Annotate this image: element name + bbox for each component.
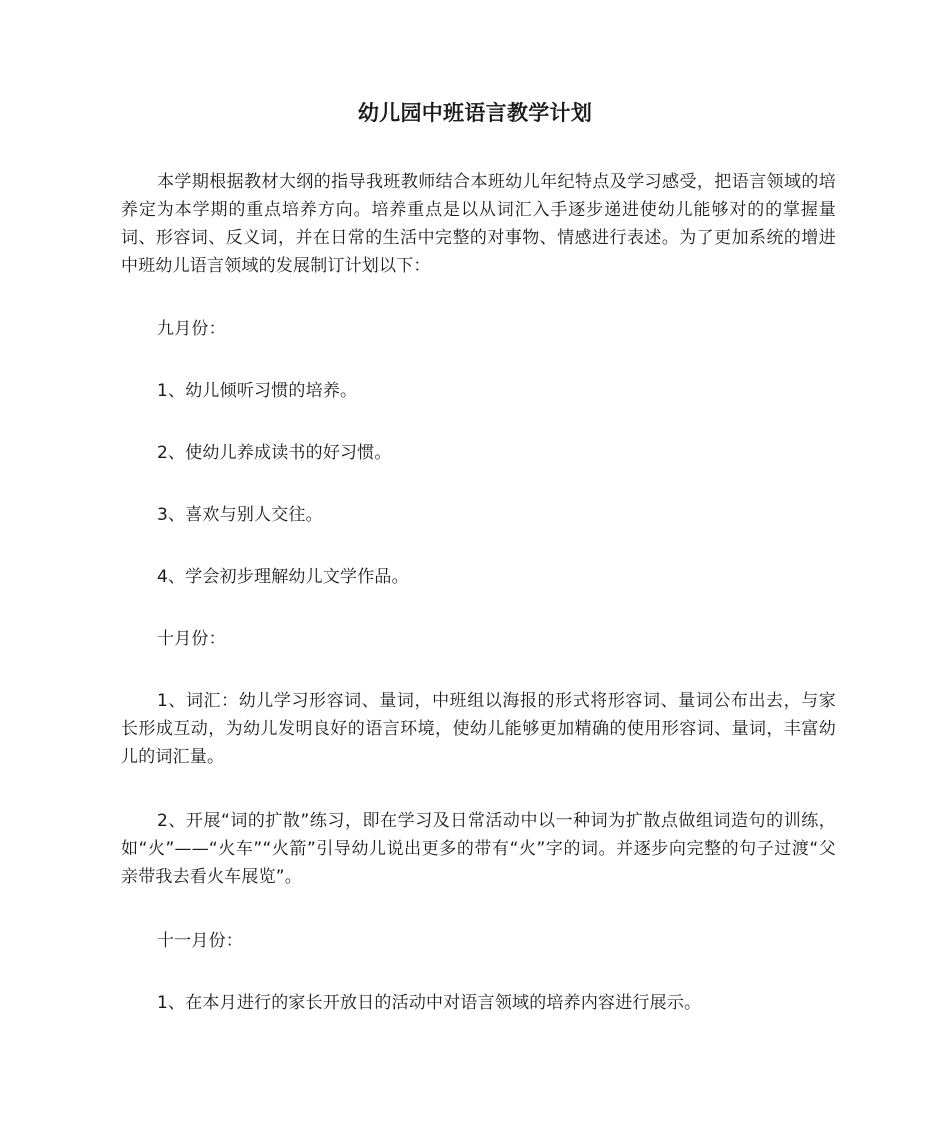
list-item: 1、幼儿倾听习惯的培养。: [157, 381, 358, 401]
section-heading-november: 十一月份：: [157, 931, 243, 951]
list-item: 1、在本月进行的家长开放日的活动中对语言领域的培养内容进行展示。: [157, 993, 702, 1013]
list-item: 2、使幼儿养成读书的好习惯。: [157, 443, 392, 463]
list-item: 2、开展“词的扩散”练习，即在学习及日常活动中以一种词为扩散点做组词造句的训练，如“火”——“火车”“火箭”引导幼儿说出更多的带有“火”字的词。并逐步向完整的句子过渡“父亲带我去看火车展览”。: [121, 811, 836, 887]
section-heading-september: 九月份：: [157, 319, 226, 339]
list-item: 1、词汇：幼儿学习形容词、量词，中班组以海报的形式将形容词、量词公布出去，与家长形成互动，为幼儿发明良好的语言环境，使幼儿能够更加精确的使用形容词、量词，丰富幼儿的词汇量。: [121, 691, 836, 767]
document-title: 幼儿园中班语言教学计划: [357, 101, 593, 125]
list-item: 3、喜欢与别人交往。: [157, 505, 323, 525]
list-item: 4、学会初步理解幼儿文学作品。: [157, 567, 409, 587]
section-heading-october: 十月份：: [157, 629, 226, 649]
intro-paragraph: 本学期根据教材大纲的指导我班教师结合本班幼儿年纪特点及学习感受，把语言领域的培养定为本学期的重点培养方向。培养重点是以从词汇入手逐步递进使幼儿能够对的的掌握量词、形容词、反义词，并在日常的生活中完整的对事物、情感进行表述。为了更加系统的增进中班幼儿语言领域的发展制订计划以下：: [121, 172, 836, 276]
